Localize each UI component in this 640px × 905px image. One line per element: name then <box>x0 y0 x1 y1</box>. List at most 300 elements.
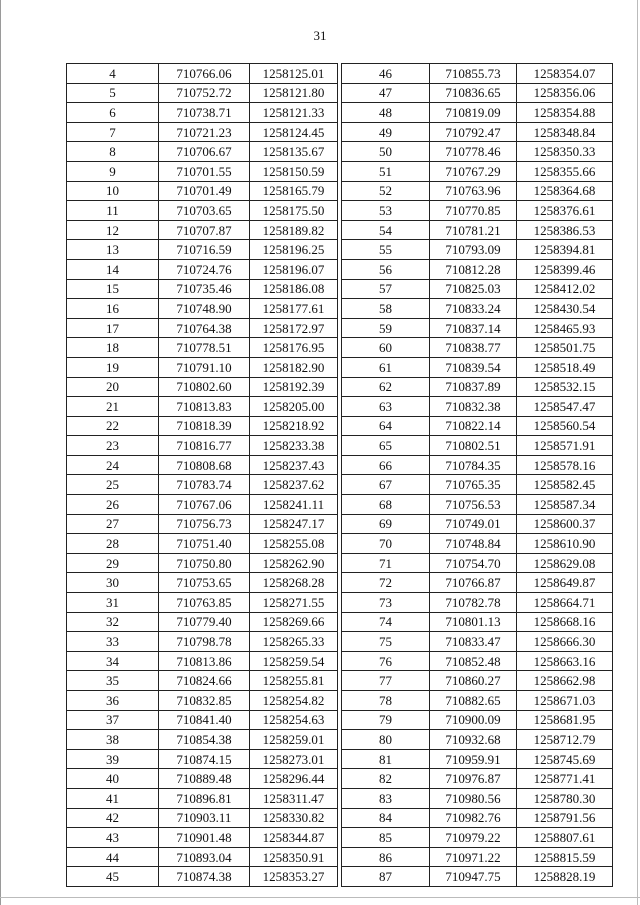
coordinate-y-cell: 1258259.01 <box>250 730 338 750</box>
coordinate-y-cell: 1258560.54 <box>517 416 613 436</box>
point-number-cell: 53 <box>342 201 430 221</box>
point-number-cell: 35 <box>67 671 159 691</box>
table-row <box>67 808 338 828</box>
coordinate-x-cell: 710833.47 <box>430 632 517 652</box>
coordinate-x-cell: 710818.39 <box>159 416 250 436</box>
coordinate-y-cell: 1258124.45 <box>250 122 338 142</box>
table-row <box>67 318 338 338</box>
coordinate-y-cell: 1258259.54 <box>250 651 338 671</box>
point-number-cell: 59 <box>342 318 430 338</box>
coordinate-x-cell: 710802.60 <box>159 377 250 397</box>
coordinate-y-cell: 1258356.06 <box>517 83 613 103</box>
table-row <box>342 64 613 84</box>
coordinate-y-cell: 1258518.49 <box>517 357 613 377</box>
table-row <box>67 651 338 671</box>
point-number-cell: 50 <box>342 142 430 162</box>
coordinate-y-cell: 1258350.33 <box>517 142 613 162</box>
table-row <box>342 632 613 652</box>
point-number-cell: 83 <box>342 788 430 808</box>
coordinate-x-cell: 710896.81 <box>159 788 250 808</box>
coordinate-x-cell: 710778.51 <box>159 338 250 358</box>
point-number-cell: 55 <box>342 240 430 260</box>
table-row <box>67 83 338 103</box>
coordinate-x-cell: 710763.96 <box>430 181 517 201</box>
coordinate-x-cell: 710754.70 <box>430 553 517 573</box>
point-number-cell: 74 <box>342 612 430 632</box>
table-row <box>342 808 613 828</box>
table-row <box>67 710 338 730</box>
coordinate-y-cell: 1258465.93 <box>517 318 613 338</box>
point-number-cell: 7 <box>67 122 159 142</box>
table-row <box>342 553 613 573</box>
page-edge-right <box>637 0 638 905</box>
coordinate-x-cell: 710822.14 <box>430 416 517 436</box>
coordinate-x-cell: 710767.06 <box>159 495 250 515</box>
coordinate-x-cell: 710901.48 <box>159 828 250 848</box>
coordinate-y-cell: 1258172.97 <box>250 318 338 338</box>
table-row <box>342 593 613 613</box>
coordinate-x-cell: 710833.24 <box>430 299 517 319</box>
table-row <box>342 867 613 887</box>
table-row <box>67 749 338 769</box>
point-number-cell: 23 <box>67 436 159 456</box>
coordinate-y-cell: 1258125.01 <box>250 64 338 84</box>
table-row <box>67 769 338 789</box>
table-row <box>342 220 613 240</box>
table-row <box>342 710 613 730</box>
coordinate-y-cell: 1258255.08 <box>250 534 338 554</box>
coordinate-y-cell: 1258233.38 <box>250 436 338 456</box>
point-number-cell: 14 <box>67 259 159 279</box>
point-number-cell: 72 <box>342 573 430 593</box>
coordinate-x-cell: 710837.89 <box>430 377 517 397</box>
point-number-cell: 39 <box>67 749 159 769</box>
coordinate-x-cell: 710798.78 <box>159 632 250 652</box>
coordinate-y-cell: 1258205.00 <box>250 397 338 417</box>
coordinate-y-cell: 1258666.30 <box>517 632 613 652</box>
table-row <box>67 357 338 377</box>
table-row <box>342 788 613 808</box>
coordinate-y-cell: 1258399.46 <box>517 259 613 279</box>
coordinate-x-cell: 710976.87 <box>430 769 517 789</box>
point-number-cell: 31 <box>67 593 159 613</box>
coordinate-x-cell: 710838.77 <box>430 338 517 358</box>
table-row <box>67 377 338 397</box>
coordinate-x-cell: 710852.48 <box>430 651 517 671</box>
table-row <box>67 828 338 848</box>
coordinate-x-cell: 710841.40 <box>159 710 250 730</box>
table-row <box>67 161 338 181</box>
point-number-cell: 16 <box>67 299 159 319</box>
point-number-cell: 43 <box>67 828 159 848</box>
table-row <box>342 122 613 142</box>
point-number-cell: 33 <box>67 632 159 652</box>
point-number-cell: 28 <box>67 534 159 554</box>
point-number-cell: 69 <box>342 514 430 534</box>
table-row <box>342 161 613 181</box>
coordinate-y-cell: 1258218.92 <box>250 416 338 436</box>
point-number-cell: 75 <box>342 632 430 652</box>
coordinate-x-cell: 710791.10 <box>159 357 250 377</box>
coordinate-y-cell: 1258532.15 <box>517 377 613 397</box>
table-row <box>67 475 338 495</box>
coordinate-y-cell: 1258547.47 <box>517 397 613 417</box>
point-number-cell: 27 <box>67 514 159 534</box>
point-number-cell: 65 <box>342 436 430 456</box>
table-row <box>342 377 613 397</box>
coordinate-x-cell: 710749.01 <box>430 514 517 534</box>
coordinate-x-cell: 710932.68 <box>430 730 517 750</box>
coordinate-y-cell: 1258668.16 <box>517 612 613 632</box>
coordinate-y-cell: 1258344.87 <box>250 828 338 848</box>
table-row <box>67 495 338 515</box>
coordinate-y-cell: 1258501.75 <box>517 338 613 358</box>
coordinate-y-cell: 1258376.61 <box>517 201 613 221</box>
coordinate-x-cell: 710813.83 <box>159 397 250 417</box>
coordinate-x-cell: 710793.09 <box>430 240 517 260</box>
coordinate-x-cell: 710837.14 <box>430 318 517 338</box>
coordinate-y-cell: 1258355.66 <box>517 161 613 181</box>
point-number-cell: 81 <box>342 749 430 769</box>
table-row <box>67 553 338 573</box>
point-number-cell: 29 <box>67 553 159 573</box>
coordinate-y-cell: 1258780.30 <box>517 788 613 808</box>
table-row <box>342 103 613 123</box>
table-row <box>342 828 613 848</box>
coordinate-x-cell: 710778.46 <box>430 142 517 162</box>
point-number-cell: 87 <box>342 867 430 887</box>
table-row <box>67 103 338 123</box>
coordinate-x-cell: 710779.40 <box>159 612 250 632</box>
coordinate-x-cell: 710860.27 <box>430 671 517 691</box>
point-number-cell: 63 <box>342 397 430 417</box>
coordinate-y-cell: 1258354.88 <box>517 103 613 123</box>
table-row <box>342 534 613 554</box>
coordinate-y-cell: 1258237.43 <box>250 455 338 475</box>
coordinate-x-cell: 710959.91 <box>430 749 517 769</box>
table-row <box>67 259 338 279</box>
point-number-cell: 68 <box>342 495 430 515</box>
coordinate-x-cell: 710751.40 <box>159 534 250 554</box>
point-number-cell: 71 <box>342 553 430 573</box>
coordinate-y-cell: 1258255.81 <box>250 671 338 691</box>
coordinate-y-cell: 1258771.41 <box>517 769 613 789</box>
coordinate-x-cell: 710753.65 <box>159 573 250 593</box>
coordinate-y-cell: 1258121.33 <box>250 103 338 123</box>
table-row <box>342 769 613 789</box>
coordinate-x-cell: 710808.68 <box>159 455 250 475</box>
point-number-cell: 34 <box>67 651 159 671</box>
coordinate-x-cell: 710735.46 <box>159 279 250 299</box>
table-row <box>342 495 613 515</box>
coordinate-y-cell: 1258330.82 <box>250 808 338 828</box>
point-number-cell: 18 <box>67 338 159 358</box>
coordinate-x-cell: 710716.59 <box>159 240 250 260</box>
coordinate-x-cell: 710816.77 <box>159 436 250 456</box>
point-number-cell: 6 <box>67 103 159 123</box>
table-row <box>67 671 338 691</box>
point-number-cell: 52 <box>342 181 430 201</box>
page-edge-left <box>0 0 1 905</box>
coordinate-y-cell: 1258135.67 <box>250 142 338 162</box>
point-number-cell: 48 <box>342 103 430 123</box>
point-number-cell: 8 <box>67 142 159 162</box>
coordinate-y-cell: 1258649.87 <box>517 573 613 593</box>
point-number-cell: 79 <box>342 710 430 730</box>
coordinate-x-cell: 710770.85 <box>430 201 517 221</box>
coordinate-y-cell: 1258629.08 <box>517 553 613 573</box>
coordinate-x-cell: 710812.28 <box>430 259 517 279</box>
coordinate-y-cell: 1258394.81 <box>517 240 613 260</box>
coordinate-y-cell: 1258247.17 <box>250 514 338 534</box>
table-row <box>342 259 613 279</box>
point-number-cell: 78 <box>342 691 430 711</box>
point-number-cell: 51 <box>342 161 430 181</box>
point-number-cell: 49 <box>342 122 430 142</box>
coordinate-x-cell: 710701.55 <box>159 161 250 181</box>
table-row <box>67 632 338 652</box>
point-number-cell: 56 <box>342 259 430 279</box>
point-number-cell: 12 <box>67 220 159 240</box>
coordinate-y-cell: 1258241.11 <box>250 495 338 515</box>
coordinate-x-cell: 710756.53 <box>430 495 517 515</box>
coordinate-x-cell: 710724.76 <box>159 259 250 279</box>
table-row <box>342 318 613 338</box>
point-number-cell: 58 <box>342 299 430 319</box>
coordinate-y-cell: 1258354.07 <box>517 64 613 84</box>
table-row <box>67 436 338 456</box>
coordinate-x-cell: 710766.87 <box>430 573 517 593</box>
point-number-cell: 19 <box>67 357 159 377</box>
table-row <box>342 201 613 221</box>
coordinate-y-cell: 1258254.82 <box>250 691 338 711</box>
coordinate-x-cell: 710855.73 <box>430 64 517 84</box>
point-number-cell: 66 <box>342 455 430 475</box>
coordinates-table-right <box>341 63 613 887</box>
table-row <box>67 788 338 808</box>
table-row <box>342 83 613 103</box>
coordinate-x-cell: 710979.22 <box>430 828 517 848</box>
coordinate-y-cell: 1258571.91 <box>517 436 613 456</box>
coordinate-x-cell: 710982.76 <box>430 808 517 828</box>
coordinate-x-cell: 710836.65 <box>430 83 517 103</box>
coordinate-x-cell: 710750.80 <box>159 553 250 573</box>
coordinate-y-cell: 1258745.69 <box>517 749 613 769</box>
coordinate-x-cell: 710703.65 <box>159 201 250 221</box>
table-row <box>342 651 613 671</box>
table-row <box>67 220 338 240</box>
point-number-cell: 76 <box>342 651 430 671</box>
coordinate-y-cell: 1258412.02 <box>517 279 613 299</box>
point-number-cell: 46 <box>342 64 430 84</box>
point-number-cell: 9 <box>67 161 159 181</box>
table-row <box>342 749 613 769</box>
point-number-cell: 30 <box>67 573 159 593</box>
coordinate-y-cell: 1258587.34 <box>517 495 613 515</box>
table-row <box>342 671 613 691</box>
coordinate-y-cell: 1258663.16 <box>517 651 613 671</box>
coordinate-y-cell: 1258262.90 <box>250 553 338 573</box>
table-row <box>67 299 338 319</box>
table-row <box>67 416 338 436</box>
coordinate-y-cell: 1258186.08 <box>250 279 338 299</box>
point-number-cell: 62 <box>342 377 430 397</box>
point-number-cell: 47 <box>342 83 430 103</box>
coordinate-x-cell: 710802.51 <box>430 436 517 456</box>
coordinate-x-cell: 710893.04 <box>159 847 250 867</box>
point-number-cell: 22 <box>67 416 159 436</box>
coordinate-y-cell: 1258176.95 <box>250 338 338 358</box>
coordinate-x-cell: 710748.84 <box>430 534 517 554</box>
table-row <box>342 730 613 750</box>
table-row <box>67 514 338 534</box>
coordinate-y-cell: 1258712.79 <box>517 730 613 750</box>
page-number: 31 <box>313 28 327 43</box>
point-number-cell: 4 <box>67 64 159 84</box>
point-number-cell: 54 <box>342 220 430 240</box>
table-row <box>342 436 613 456</box>
coordinate-y-cell: 1258271.55 <box>250 593 338 613</box>
point-number-cell: 5 <box>67 83 159 103</box>
table-row <box>67 455 338 475</box>
coordinate-x-cell: 710721.23 <box>159 122 250 142</box>
table-row <box>67 338 338 358</box>
coordinate-y-cell: 1258664.71 <box>517 593 613 613</box>
point-number-cell: 37 <box>67 710 159 730</box>
point-number-cell: 85 <box>342 828 430 848</box>
coordinate-y-cell: 1258177.61 <box>250 299 338 319</box>
coordinate-x-cell: 710889.48 <box>159 769 250 789</box>
coordinate-y-cell: 1258578.16 <box>517 455 613 475</box>
coordinate-x-cell: 710782.78 <box>430 593 517 613</box>
coordinate-x-cell: 710801.13 <box>430 612 517 632</box>
coordinate-x-cell: 710748.90 <box>159 299 250 319</box>
point-number-cell: 10 <box>67 181 159 201</box>
coordinate-x-cell: 710781.21 <box>430 220 517 240</box>
coordinate-x-cell: 710832.85 <box>159 691 250 711</box>
coordinate-y-cell: 1258237.62 <box>250 475 338 495</box>
coordinate-y-cell: 1258348.84 <box>517 122 613 142</box>
coordinate-x-cell: 710824.66 <box>159 671 250 691</box>
table-row <box>342 455 613 475</box>
point-number-cell: 67 <box>342 475 430 495</box>
coordinate-y-cell: 1258350.91 <box>250 847 338 867</box>
coordinate-x-cell: 710839.54 <box>430 357 517 377</box>
table-row <box>67 201 338 221</box>
coordinate-y-cell: 1258296.44 <box>250 769 338 789</box>
coordinate-y-cell: 1258386.53 <box>517 220 613 240</box>
table-row <box>67 847 338 867</box>
coordinate-y-cell: 1258807.61 <box>517 828 613 848</box>
table-row <box>342 514 613 534</box>
table-row <box>67 397 338 417</box>
coordinate-x-cell: 710819.09 <box>430 103 517 123</box>
point-number-cell: 57 <box>342 279 430 299</box>
point-number-cell: 26 <box>67 495 159 515</box>
point-number-cell: 21 <box>67 397 159 417</box>
coordinate-x-cell: 710738.71 <box>159 103 250 123</box>
table-row <box>342 142 613 162</box>
coordinate-x-cell: 710763.85 <box>159 593 250 613</box>
coordinate-x-cell: 710756.73 <box>159 514 250 534</box>
table-row <box>67 867 338 887</box>
table-row <box>342 338 613 358</box>
coordinate-y-cell: 1258364.68 <box>517 181 613 201</box>
coordinate-x-cell: 710783.74 <box>159 475 250 495</box>
point-number-cell: 38 <box>67 730 159 750</box>
coordinate-y-cell: 1258600.37 <box>517 514 613 534</box>
point-number-cell: 45 <box>67 867 159 887</box>
coordinate-x-cell: 710792.47 <box>430 122 517 142</box>
table-row <box>67 181 338 201</box>
table-row <box>342 240 613 260</box>
coordinate-x-cell: 710971.22 <box>430 847 517 867</box>
table-row <box>342 279 613 299</box>
coordinate-y-cell: 1258265.33 <box>250 632 338 652</box>
table-row <box>342 416 613 436</box>
table-row <box>342 691 613 711</box>
coordinate-x-cell: 710947.75 <box>430 867 517 887</box>
table-row <box>67 142 338 162</box>
table-row <box>67 534 338 554</box>
table-row <box>67 730 338 750</box>
point-number-cell: 13 <box>67 240 159 260</box>
coordinate-y-cell: 1258662.98 <box>517 671 613 691</box>
coordinate-y-cell: 1258582.45 <box>517 475 613 495</box>
coordinate-x-cell: 710701.49 <box>159 181 250 201</box>
page-edge-bottom <box>0 897 640 898</box>
coordinate-x-cell: 710784.35 <box>430 455 517 475</box>
coordinate-x-cell: 710764.38 <box>159 318 250 338</box>
coordinate-y-cell: 1258353.27 <box>250 867 338 887</box>
coordinate-x-cell: 710766.06 <box>159 64 250 84</box>
coordinate-x-cell: 710767.29 <box>430 161 517 181</box>
point-number-cell: 61 <box>342 357 430 377</box>
coordinates-table-left <box>66 63 338 887</box>
point-number-cell: 86 <box>342 847 430 867</box>
coordinate-x-cell: 710900.09 <box>430 710 517 730</box>
coordinate-y-cell: 1258182.90 <box>250 357 338 377</box>
coordinate-x-cell: 710882.65 <box>430 691 517 711</box>
coordinate-y-cell: 1258311.47 <box>250 788 338 808</box>
point-number-cell: 17 <box>67 318 159 338</box>
coordinate-y-cell: 1258189.82 <box>250 220 338 240</box>
coordinate-y-cell: 1258791.56 <box>517 808 613 828</box>
coordinate-x-cell: 710813.86 <box>159 651 250 671</box>
coordinate-x-cell: 710980.56 <box>430 788 517 808</box>
table-row <box>342 612 613 632</box>
coordinate-y-cell: 1258196.07 <box>250 259 338 279</box>
coordinate-y-cell: 1258268.28 <box>250 573 338 593</box>
point-number-cell: 82 <box>342 769 430 789</box>
coordinate-y-cell: 1258165.79 <box>250 181 338 201</box>
table-row <box>67 279 338 299</box>
point-number-cell: 60 <box>342 338 430 358</box>
table-row <box>342 475 613 495</box>
table-row <box>342 299 613 319</box>
coordinate-y-cell: 1258671.03 <box>517 691 613 711</box>
coordinate-y-cell: 1258196.25 <box>250 240 338 260</box>
table-row <box>67 240 338 260</box>
coordinate-y-cell: 1258121.80 <box>250 83 338 103</box>
coordinate-x-cell: 710752.72 <box>159 83 250 103</box>
point-number-cell: 24 <box>67 455 159 475</box>
point-number-cell: 77 <box>342 671 430 691</box>
coordinate-y-cell: 1258610.90 <box>517 534 613 554</box>
table-row <box>342 181 613 201</box>
point-number-cell: 11 <box>67 201 159 221</box>
table-row <box>342 847 613 867</box>
